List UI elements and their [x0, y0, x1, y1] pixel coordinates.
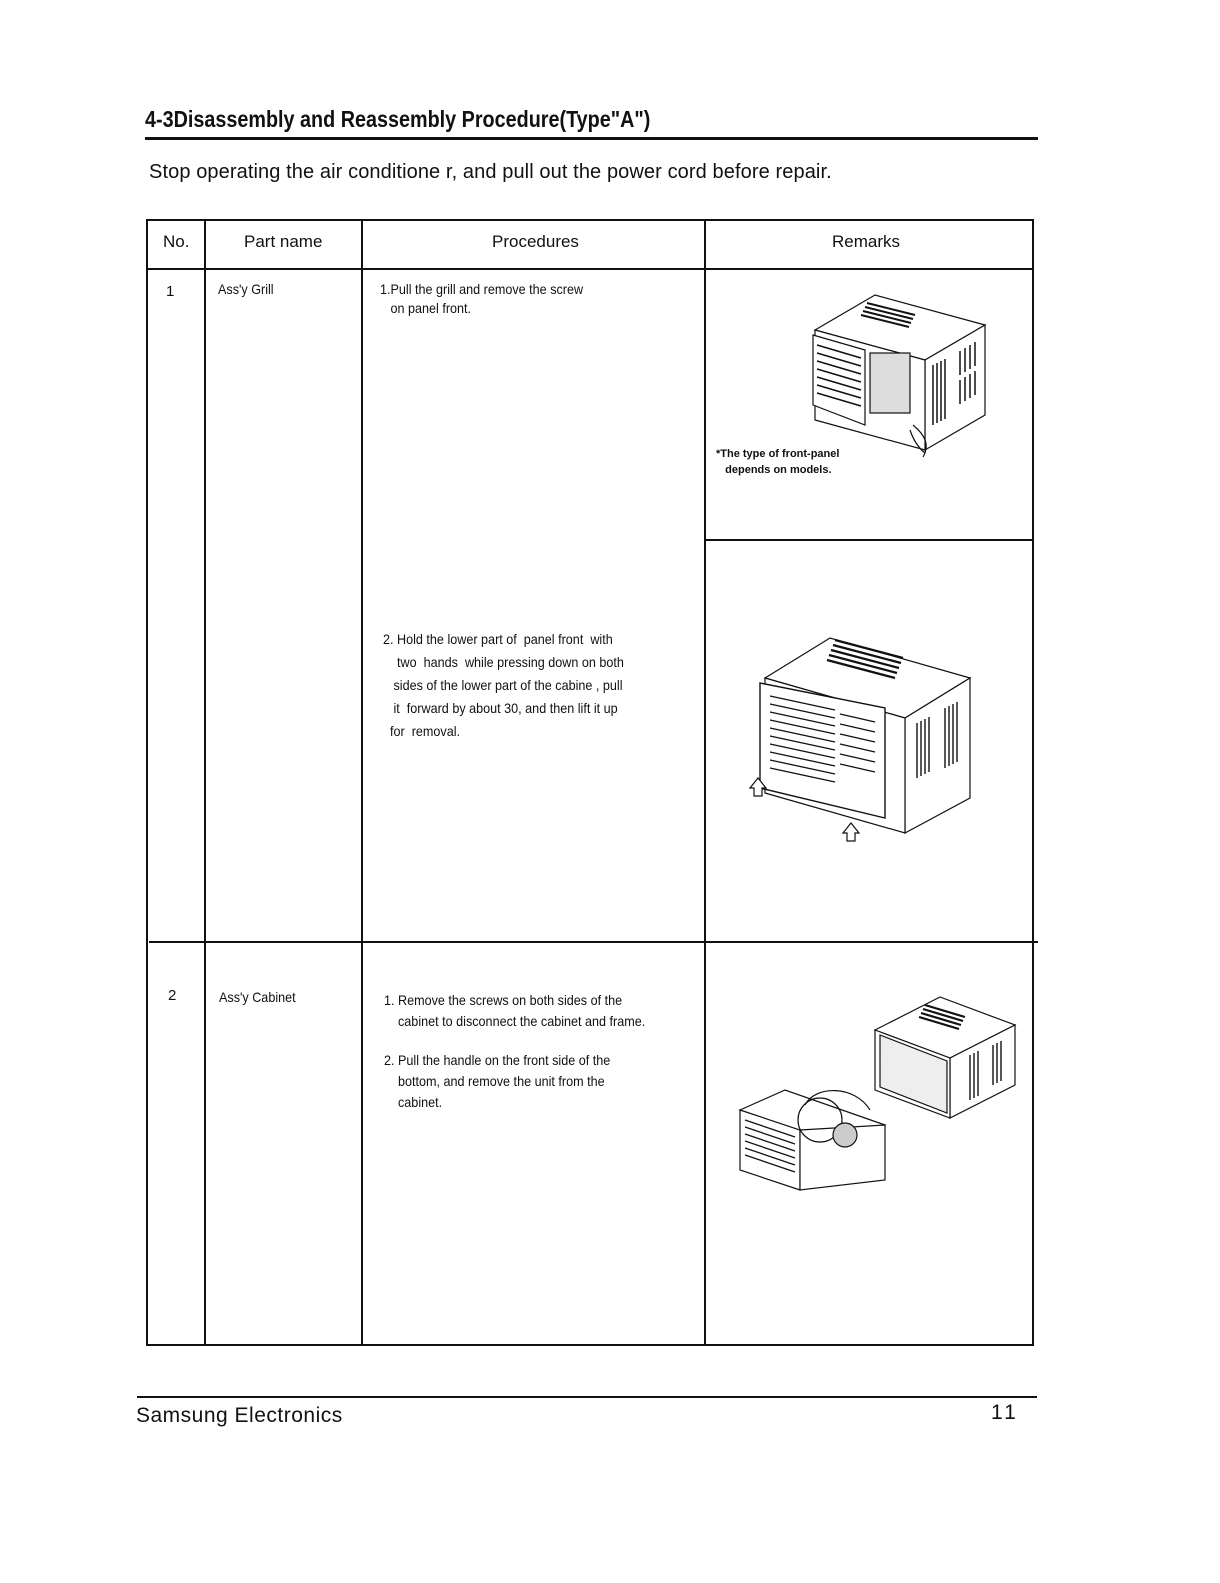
col-divider-no — [204, 219, 206, 1345]
front-panel-note: *The type of front-panel depends on models. — [716, 448, 840, 476]
table-right-border — [1032, 219, 1034, 1345]
row-2-step-1: 1. Remove the screws on both sides of the cabinet to disconnect the cabinet and frame. — [384, 992, 646, 1029]
row-1-number: 1 — [166, 283, 175, 300]
footer-rule — [137, 1396, 1037, 1398]
remarks-divider — [705, 539, 1034, 541]
header-remarks: Remarks — [832, 232, 901, 251]
air-conditioner-panel-removal-figure — [735, 628, 980, 843]
header-no: No. — [163, 232, 190, 251]
col-divider-part — [361, 219, 363, 1345]
header-part-name: Part name — [244, 232, 323, 251]
header-bottom-border — [146, 268, 1034, 270]
row-2-number: 2 — [168, 987, 177, 1004]
row-1-step-2: 2. Hold the lower part of panel front with two hands while pressing down on both sides of the lower part of the cabine , pull it forward by about 30, and then lift it up for removal. — [383, 631, 624, 739]
page-number: 11 — [991, 1401, 1019, 1424]
table-bottom-border — [146, 1344, 1034, 1346]
safety-notice: Stop operating the air conditione r, and pull out the power cord before repair. — [149, 161, 832, 183]
page-title: 4-3Disassembly and Reassembly Procedure(Type"A") — [145, 106, 651, 132]
row-1-part-name: Ass'y Grill — [218, 281, 274, 297]
row-2-part-name: Ass'y Cabinet — [219, 989, 296, 1005]
row-divider — [149, 941, 1038, 943]
col-divider-proc — [704, 219, 706, 1345]
title-underline — [145, 137, 1038, 140]
row-2-step-2: 2. Pull the handle on the front side of the bottom, and remove the unit from the cabinet. — [384, 1052, 611, 1110]
cabinet-and-chassis-separated-figure — [735, 995, 1020, 1195]
row-1-step-1: 1.Pull the grill and remove the screw on panel front. — [380, 281, 584, 316]
table-top-border — [146, 219, 1034, 221]
footer-company: Samsung Electronics — [136, 1404, 343, 1427]
air-conditioner-grill-open-figure — [805, 285, 1010, 460]
header-procedures: Procedures — [492, 232, 579, 251]
table-left-border — [146, 219, 148, 1345]
